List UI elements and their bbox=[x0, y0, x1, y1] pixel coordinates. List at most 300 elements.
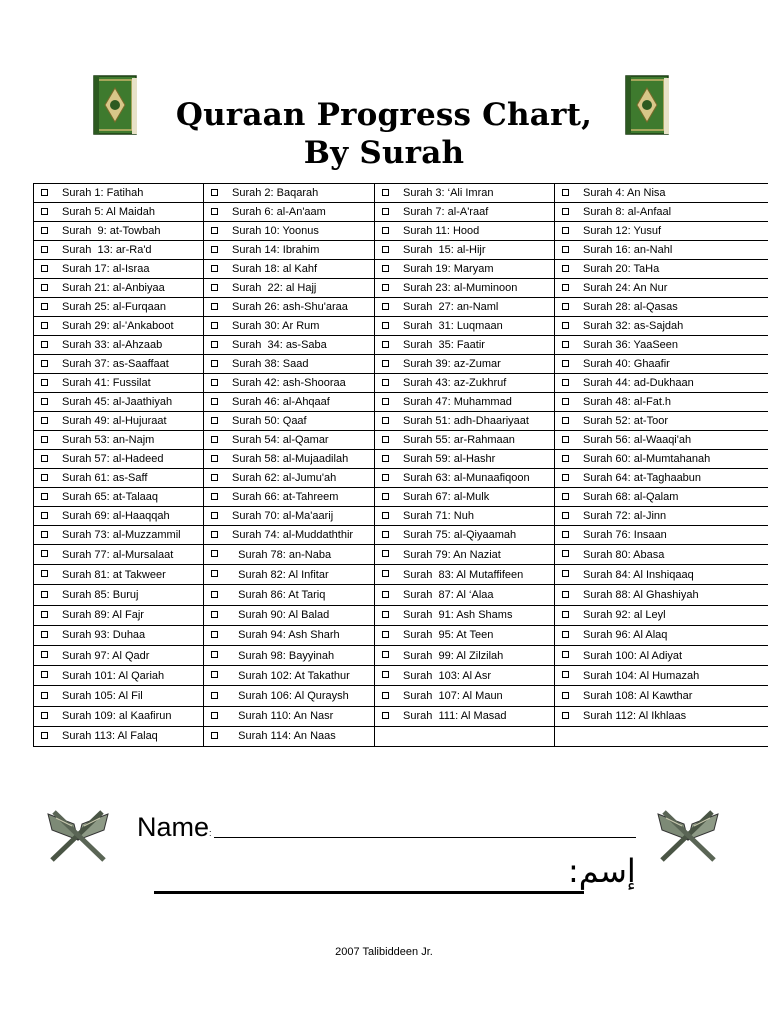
surah-label: Surah 62: al-Jumu'ah bbox=[232, 472, 337, 484]
checkbox[interactable] bbox=[41, 284, 48, 291]
surah-label: Surah 10: Yoonus bbox=[232, 225, 319, 237]
table-cell bbox=[375, 605, 555, 625]
table-cell bbox=[34, 393, 204, 412]
checkbox[interactable] bbox=[41, 379, 48, 386]
surah-label: Surah 89: Al Fajr bbox=[62, 609, 144, 622]
surah-label: Surah 50: Qaaf bbox=[232, 415, 307, 427]
checkbox[interactable] bbox=[382, 671, 389, 678]
table-cell bbox=[34, 469, 204, 488]
table-cell bbox=[34, 317, 204, 336]
checkbox[interactable] bbox=[41, 712, 48, 719]
table-cell bbox=[34, 585, 204, 605]
checkbox[interactable] bbox=[562, 379, 569, 386]
checkbox[interactable] bbox=[41, 455, 48, 462]
table-cell bbox=[204, 488, 375, 507]
checkbox[interactable] bbox=[382, 692, 389, 699]
checkbox[interactable] bbox=[382, 512, 389, 519]
checkbox[interactable] bbox=[382, 436, 389, 443]
name-field[interactable] bbox=[214, 837, 636, 838]
table-cell bbox=[204, 666, 375, 686]
surah-label: Surah 86: At Tariq bbox=[232, 588, 326, 601]
surah-label: Surah 26: ash-Shu'araa bbox=[232, 301, 348, 313]
surah-label: Surah 55: ar-Rahmaan bbox=[403, 434, 515, 446]
table-cell bbox=[34, 222, 204, 241]
table-row bbox=[34, 686, 768, 706]
checkbox[interactable] bbox=[211, 631, 218, 638]
checkbox[interactable] bbox=[211, 398, 218, 405]
table-row bbox=[34, 605, 768, 625]
checkbox[interactable] bbox=[211, 284, 218, 291]
table-cell bbox=[555, 666, 768, 686]
surah-label: Surah 29: al-'Ankaboot bbox=[62, 320, 174, 332]
checkbox[interactable] bbox=[211, 611, 218, 618]
checkbox[interactable] bbox=[211, 651, 218, 658]
surah-label: Surah 13: ar-Ra'd bbox=[62, 244, 152, 256]
surah-label: Surah 25: al-Furqaan bbox=[62, 301, 166, 313]
checkbox[interactable] bbox=[41, 570, 48, 577]
checkbox[interactable] bbox=[211, 671, 218, 678]
surah-label: Surah 53: an-Najm bbox=[62, 434, 155, 446]
checkbox[interactable] bbox=[211, 189, 218, 196]
table-cell bbox=[375, 374, 555, 393]
table-row bbox=[34, 450, 768, 469]
checkbox[interactable] bbox=[211, 208, 218, 215]
checkbox[interactable] bbox=[41, 651, 48, 658]
checkbox[interactable] bbox=[562, 246, 569, 253]
surah-label: Surah 37: as-Saaffaat bbox=[62, 358, 169, 370]
table-cell bbox=[555, 317, 768, 336]
checkbox[interactable] bbox=[382, 712, 389, 719]
checkbox[interactable] bbox=[211, 436, 218, 443]
checkbox[interactable] bbox=[562, 651, 569, 658]
table-cell bbox=[204, 222, 375, 241]
surah-label: Surah 59: al-Hashr bbox=[403, 453, 496, 465]
checkbox[interactable] bbox=[211, 417, 218, 424]
table-cell bbox=[34, 686, 204, 706]
table-row bbox=[34, 317, 768, 336]
table-cell bbox=[375, 336, 555, 355]
table-row bbox=[34, 336, 768, 355]
checkbox[interactable] bbox=[41, 398, 48, 405]
surah-label: Surah 112: Al Ikhlaas bbox=[583, 710, 687, 723]
surah-label: Surah 57: al-Hadeed bbox=[62, 453, 164, 465]
table-cell bbox=[375, 585, 555, 605]
surah-label: Surah 96: Al Alaq bbox=[583, 629, 668, 642]
table-cell bbox=[555, 565, 768, 585]
checkbox[interactable] bbox=[41, 692, 48, 699]
table-row bbox=[34, 431, 768, 450]
table-row bbox=[34, 222, 768, 241]
table-cell bbox=[375, 298, 555, 317]
checkbox[interactable] bbox=[41, 474, 48, 481]
table-row bbox=[34, 374, 768, 393]
surah-label: Surah 11: Hood bbox=[403, 225, 480, 237]
checkbox[interactable] bbox=[211, 246, 218, 253]
checkbox[interactable] bbox=[562, 591, 569, 598]
checkbox[interactable] bbox=[211, 265, 218, 272]
table-cell bbox=[375, 203, 555, 222]
surah-label: Surah 87: Al ‘Alaa bbox=[403, 588, 494, 601]
arabic-name-field[interactable] bbox=[154, 891, 584, 894]
surah-label: Surah 77: al-Mursalaat bbox=[62, 548, 174, 561]
surah-label: Surah 61: as-Saff bbox=[62, 472, 148, 484]
checkbox[interactable] bbox=[562, 631, 569, 638]
table-cell bbox=[375, 355, 555, 374]
table-cell bbox=[555, 625, 768, 645]
table-cell bbox=[34, 706, 204, 726]
checkbox[interactable] bbox=[562, 265, 569, 272]
checkbox[interactable] bbox=[41, 189, 48, 196]
table-cell bbox=[204, 184, 375, 203]
table-cell bbox=[375, 184, 555, 203]
table-cell bbox=[555, 726, 768, 746]
checkbox[interactable] bbox=[41, 265, 48, 272]
checkbox[interactable] bbox=[382, 379, 389, 386]
table-cell bbox=[204, 469, 375, 488]
surah-label: Surah 49: al-Hujuraat bbox=[62, 415, 167, 427]
surah-label: Surah 47: Muhammad bbox=[403, 396, 512, 408]
checkbox[interactable] bbox=[41, 436, 48, 443]
surah-label: Surah 40: Ghaafir bbox=[583, 358, 670, 370]
table-row bbox=[34, 488, 768, 507]
checkbox[interactable] bbox=[211, 550, 218, 557]
surah-label: Surah 95: At Teen bbox=[403, 629, 494, 642]
table-cell bbox=[555, 241, 768, 260]
surah-label: Surah 83: Al Mutaffifeen bbox=[403, 568, 524, 581]
checkbox[interactable] bbox=[41, 671, 48, 678]
table-cell bbox=[555, 260, 768, 279]
table-cell bbox=[204, 298, 375, 317]
checkbox[interactable] bbox=[41, 591, 48, 598]
surah-label: Surah 108: Al Kawthar bbox=[583, 689, 693, 702]
checkbox[interactable] bbox=[41, 341, 48, 348]
table-cell bbox=[204, 412, 375, 431]
surah-label: Surah 33: al-Ahzaab bbox=[62, 339, 163, 351]
checkbox[interactable] bbox=[562, 322, 569, 329]
surah-label: Surah 104: Al Humazah bbox=[583, 669, 700, 682]
table-cell bbox=[375, 686, 555, 706]
checkbox[interactable] bbox=[382, 322, 389, 329]
checkbox[interactable] bbox=[382, 398, 389, 405]
checkbox[interactable] bbox=[382, 591, 389, 598]
checkbox[interactable] bbox=[382, 550, 389, 557]
checkbox[interactable] bbox=[211, 732, 218, 739]
surah-label: Surah 63: al-Munaafiqoon bbox=[403, 472, 530, 484]
checkbox[interactable] bbox=[562, 550, 569, 557]
table-cell bbox=[34, 645, 204, 665]
surah-label: Surah 105: Al Fil bbox=[62, 689, 143, 702]
checkbox[interactable] bbox=[41, 303, 48, 310]
checkbox[interactable] bbox=[562, 712, 569, 719]
checkbox[interactable] bbox=[562, 493, 569, 500]
checkbox[interactable] bbox=[41, 611, 48, 618]
table-cell bbox=[204, 317, 375, 336]
surah-label: Surah 114: An Naas bbox=[232, 730, 336, 743]
checkbox[interactable] bbox=[211, 570, 218, 577]
surah-label: Surah 32: as-Sajdah bbox=[583, 320, 684, 332]
table-row bbox=[34, 645, 768, 665]
checkbox[interactable] bbox=[562, 360, 569, 367]
table-cell bbox=[34, 431, 204, 450]
checkbox[interactable] bbox=[41, 246, 48, 253]
checkbox[interactable] bbox=[41, 631, 48, 638]
checkbox[interactable] bbox=[382, 611, 389, 618]
checkbox[interactable] bbox=[562, 531, 569, 538]
checkbox[interactable] bbox=[211, 512, 218, 519]
surah-label: Surah 16: an-Nahl bbox=[583, 244, 673, 256]
table-cell bbox=[204, 726, 375, 746]
checkbox[interactable] bbox=[382, 227, 389, 234]
checkbox[interactable] bbox=[382, 246, 389, 253]
surah-label: Surah 31: Luqmaan bbox=[403, 320, 503, 332]
table-cell bbox=[555, 431, 768, 450]
surah-label: Surah 22: al Hajj bbox=[232, 282, 317, 294]
checkbox[interactable] bbox=[562, 189, 569, 196]
surah-label: Surah 21: al-Anbiyaa bbox=[62, 282, 165, 294]
surah-label: Surah 35: Faatir bbox=[403, 339, 485, 351]
table-cell bbox=[204, 203, 375, 222]
checkbox[interactable] bbox=[382, 631, 389, 638]
table-cell bbox=[204, 336, 375, 355]
checkbox[interactable] bbox=[211, 712, 218, 719]
table-cell bbox=[204, 526, 375, 545]
surah-label: Surah 103: Al Asr bbox=[403, 669, 492, 682]
checkbox[interactable] bbox=[562, 671, 569, 678]
surah-progress-table bbox=[33, 183, 768, 747]
table-cell bbox=[204, 355, 375, 374]
surah-label: Surah 36: YaaSeen bbox=[583, 339, 679, 351]
page-title bbox=[150, 96, 618, 172]
checkbox[interactable] bbox=[562, 398, 569, 405]
table-cell bbox=[375, 666, 555, 686]
checkbox[interactable] bbox=[382, 360, 389, 367]
checkbox[interactable] bbox=[382, 493, 389, 500]
checkbox[interactable] bbox=[211, 227, 218, 234]
table-cell bbox=[555, 686, 768, 706]
table-cell bbox=[555, 336, 768, 355]
checkbox[interactable] bbox=[211, 493, 218, 500]
table-cell bbox=[34, 526, 204, 545]
surah-label: Surah 44: ad-Dukhaan bbox=[583, 377, 694, 389]
checkbox[interactable] bbox=[382, 189, 389, 196]
surah-label: Surah 110: An Nasr bbox=[232, 710, 334, 723]
checkbox[interactable] bbox=[211, 692, 218, 699]
checkbox[interactable] bbox=[41, 732, 48, 739]
surah-label: Surah 65: at-Talaaq bbox=[62, 491, 159, 503]
checkbox[interactable] bbox=[562, 692, 569, 699]
table-cell bbox=[375, 469, 555, 488]
table-cell bbox=[375, 726, 555, 746]
table-cell bbox=[375, 526, 555, 545]
surah-label: Surah 39: az-Zumar bbox=[403, 358, 501, 370]
table-cell bbox=[555, 507, 768, 526]
table-cell bbox=[34, 488, 204, 507]
checkbox[interactable] bbox=[41, 493, 48, 500]
surah-label: Surah 79: An Naziat bbox=[403, 548, 501, 561]
table-cell bbox=[204, 686, 375, 706]
surah-label: Surah 51: adh-Dhaariyaat bbox=[403, 415, 529, 427]
table-cell bbox=[555, 203, 768, 222]
checkbox[interactable] bbox=[562, 474, 569, 481]
checkbox[interactable] bbox=[211, 322, 218, 329]
checkbox[interactable] bbox=[382, 284, 389, 291]
surah-label: Surah 23: al-Muminoon bbox=[403, 282, 518, 294]
surah-label: Surah 66: at-Tahreem bbox=[232, 491, 339, 503]
table-cell bbox=[204, 431, 375, 450]
checkbox[interactable] bbox=[382, 570, 389, 577]
table-row bbox=[34, 585, 768, 605]
surah-label: Surah 106: Al Quraysh bbox=[232, 689, 349, 702]
table-cell bbox=[555, 374, 768, 393]
table-row bbox=[34, 279, 768, 298]
table-cell bbox=[204, 605, 375, 625]
checkbox[interactable] bbox=[41, 208, 48, 215]
surah-label: Surah 100: Al Adiyat bbox=[583, 649, 683, 662]
surah-label: Surah 12: Yusuf bbox=[583, 225, 662, 237]
checkbox[interactable] bbox=[211, 360, 218, 367]
table-cell bbox=[375, 706, 555, 726]
checkbox[interactable] bbox=[562, 436, 569, 443]
checkbox[interactable] bbox=[41, 417, 48, 424]
checkbox[interactable] bbox=[562, 570, 569, 577]
checkbox[interactable] bbox=[41, 227, 48, 234]
surah-label: Surah 30: Ar Rum bbox=[232, 320, 320, 332]
checkbox[interactable] bbox=[562, 284, 569, 291]
checkbox[interactable] bbox=[211, 531, 218, 538]
table-cell bbox=[34, 545, 204, 565]
surah-label: Surah 101: Al Qariah bbox=[62, 669, 165, 682]
table-row bbox=[34, 355, 768, 374]
surah-label: Surah 38: Saad bbox=[232, 358, 309, 370]
table-cell bbox=[204, 241, 375, 260]
surah-label: Surah 2: Baqarah bbox=[232, 187, 319, 199]
table-row bbox=[34, 625, 768, 645]
name-colon: : bbox=[209, 828, 212, 838]
table-cell bbox=[34, 450, 204, 469]
checkbox[interactable] bbox=[382, 651, 389, 658]
surah-label: Surah 46: al-Ahqaaf bbox=[232, 396, 330, 408]
surah-label: Surah 18: al Kahf bbox=[232, 263, 318, 275]
checkbox[interactable] bbox=[562, 303, 569, 310]
surah-label: Surah 111: Al Masad bbox=[403, 710, 507, 723]
table-cell bbox=[204, 706, 375, 726]
table-cell bbox=[555, 706, 768, 726]
table-cell bbox=[555, 545, 768, 565]
checkbox[interactable] bbox=[382, 303, 389, 310]
table-cell bbox=[555, 605, 768, 625]
checkbox[interactable] bbox=[41, 550, 48, 557]
surah-label: Surah 92: al Leyl bbox=[583, 609, 666, 622]
checkbox[interactable] bbox=[562, 227, 569, 234]
checkbox[interactable] bbox=[41, 322, 48, 329]
checkbox[interactable] bbox=[382, 455, 389, 462]
table-cell bbox=[34, 336, 204, 355]
checkbox[interactable] bbox=[211, 341, 218, 348]
surah-label: Surah 27: an-Naml bbox=[403, 301, 499, 313]
checkbox[interactable] bbox=[562, 417, 569, 424]
checkbox[interactable] bbox=[211, 591, 218, 598]
table-cell bbox=[375, 545, 555, 565]
surah-label: Surah 14: Ibrahim bbox=[232, 244, 320, 256]
table-cell bbox=[375, 317, 555, 336]
name-label bbox=[137, 812, 212, 843]
checkbox[interactable] bbox=[41, 360, 48, 367]
surah-label: Surah 74: al-Muddaththir bbox=[232, 529, 354, 541]
quran-stand-icon bbox=[44, 800, 112, 864]
table-row bbox=[34, 706, 768, 726]
table-cell bbox=[555, 355, 768, 374]
surah-label: Surah 4: An Nisa bbox=[583, 187, 666, 199]
table-cell bbox=[375, 393, 555, 412]
table-cell bbox=[555, 279, 768, 298]
table-cell bbox=[34, 625, 204, 645]
checkbox[interactable] bbox=[382, 531, 389, 538]
surah-label: Surah 42: ash-Shooraa bbox=[232, 377, 346, 389]
table-cell bbox=[204, 374, 375, 393]
table-row bbox=[34, 298, 768, 317]
checkbox[interactable] bbox=[382, 474, 389, 481]
surah-label: Surah 1: Fatihah bbox=[62, 187, 144, 199]
surah-label: Surah 56: al-Waaqi'ah bbox=[583, 434, 692, 446]
checkbox[interactable] bbox=[562, 208, 569, 215]
table-cell bbox=[375, 565, 555, 585]
checkbox[interactable] bbox=[382, 265, 389, 272]
table-cell bbox=[204, 645, 375, 665]
table-cell bbox=[555, 393, 768, 412]
checkbox[interactable] bbox=[211, 379, 218, 386]
table-cell bbox=[34, 355, 204, 374]
surah-label: Surah 3: ‘Ali Imran bbox=[403, 187, 494, 199]
table-cell bbox=[555, 469, 768, 488]
surah-label: Surah 41: Fussilat bbox=[62, 377, 151, 389]
surah-label: Surah 94: Ash Sharh bbox=[232, 629, 340, 642]
checkbox[interactable] bbox=[211, 474, 218, 481]
checkbox[interactable] bbox=[382, 341, 389, 348]
surah-label: Surah 24: An Nur bbox=[583, 282, 668, 294]
surah-label: Surah 82: Al Infitar bbox=[232, 568, 329, 581]
table-cell bbox=[34, 203, 204, 222]
checkbox[interactable] bbox=[562, 341, 569, 348]
checkbox[interactable] bbox=[562, 455, 569, 462]
checkbox[interactable] bbox=[382, 417, 389, 424]
table-cell bbox=[34, 507, 204, 526]
checkbox[interactable] bbox=[211, 455, 218, 462]
table-cell bbox=[555, 450, 768, 469]
table-cell bbox=[34, 184, 204, 203]
checkbox[interactable] bbox=[211, 303, 218, 310]
surah-label: Surah 43: az-Zukhruf bbox=[403, 377, 507, 389]
checkbox[interactable] bbox=[562, 611, 569, 618]
surah-label: Surah 69: al-Haaqqah bbox=[62, 510, 170, 522]
surah-label: Surah 71: Nuh bbox=[403, 510, 474, 522]
surah-label: Surah 72: al-Jinn bbox=[583, 510, 667, 522]
table-cell bbox=[34, 605, 204, 625]
checkbox[interactable] bbox=[41, 512, 48, 519]
table-cell bbox=[555, 184, 768, 203]
surah-label: Surah 52: at-Toor bbox=[583, 415, 668, 427]
checkbox[interactable] bbox=[41, 531, 48, 538]
surah-label: Surah 68: al-Qalam bbox=[583, 491, 679, 503]
checkbox[interactable] bbox=[382, 208, 389, 215]
table-cell bbox=[34, 260, 204, 279]
surah-label: Surah 102: At Takathur bbox=[232, 669, 350, 682]
table-cell bbox=[204, 507, 375, 526]
title-line-1: Quraan Progress Chart, bbox=[175, 97, 593, 133]
table-cell bbox=[34, 666, 204, 686]
name-label-text: Name bbox=[137, 812, 210, 842]
table-cell bbox=[375, 507, 555, 526]
checkbox[interactable] bbox=[562, 512, 569, 519]
